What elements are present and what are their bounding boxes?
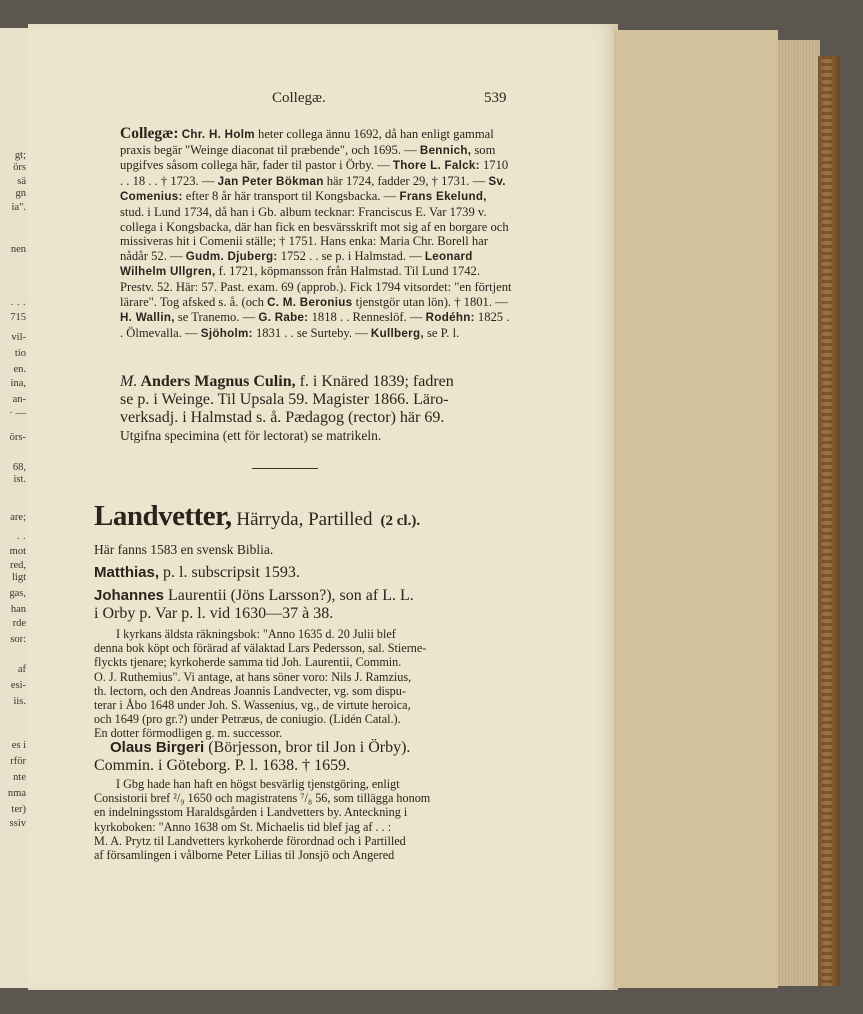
- margin-fragment: en.: [13, 364, 26, 375]
- section-divider: [252, 468, 318, 469]
- note-line: I Gbg hade han haft en högst besvärlig tjenstgöring, enligt: [116, 777, 400, 791]
- margin-fragment: iis.: [13, 696, 26, 707]
- note-line: O. J. Ruthemius". Vi antage, at hans söner voro: Nils J. Ramzius,: [94, 669, 412, 684]
- person-name: Jan Peter Bökman: [217, 174, 324, 188]
- margin-fragment: ist.: [13, 474, 26, 485]
- person-name: Chr. H. Holm: [181, 128, 255, 141]
- collegae-text: efter 8 år här transport til Kongsbacka. —: [182, 189, 400, 204]
- person-name: Frans Ekelund,: [399, 190, 487, 204]
- note-line: af församlingen i vålborne Peter Lilias til Jonsjö och Angered: [94, 848, 395, 862]
- culin-line-1: M. Anders Magnus Culin, f. i Knäred 1839; fadren: [120, 373, 454, 390]
- page-number: 539: [484, 90, 507, 106]
- person-name: G. Rabe:: [258, 311, 309, 325]
- margin-fragment: ligt: [11, 572, 26, 583]
- margin-fragment: gn: [15, 188, 26, 199]
- margin-fragment: 715: [10, 312, 26, 323]
- collegae-text: tjenstgör utan lön). † 1801. —: [352, 294, 508, 309]
- page-text: [28, 0, 618, 966]
- culin-line-2: se p. i Weinge. Til Upsala 59. Magister 1866. Läro-: [120, 391, 449, 408]
- margin-fragment: ina,: [10, 378, 26, 389]
- margin-fragment: nte: [13, 772, 26, 783]
- margin-fragment: es i: [11, 740, 26, 751]
- collegae-text: 1831 . . se Surteby. —: [252, 325, 371, 340]
- margin-fragment: sä: [17, 176, 26, 187]
- margin-fragment: tio: [14, 348, 26, 359]
- note-line: th. lectorn, och den Andreas Joannis Landvecter, vg. som dispu-: [94, 683, 406, 698]
- margin-fragment: ter): [11, 804, 26, 815]
- margin-fragment: ssiv: [9, 818, 26, 829]
- collegae-paragraph: [120, 127, 512, 341]
- collegae-heading: Collegæ:: [120, 125, 179, 142]
- collegae-body: [120, 127, 512, 340]
- margin-fragment: 68,: [12, 462, 26, 473]
- landvetter-heading: Landvetter, Härryda, Partilled (2 cl.).: [94, 500, 421, 532]
- margin-fragment: · —: [9, 408, 26, 419]
- note-line: kyrkoboken: "Anno 1638 om St. Michaelis tid blef jag af . . :: [94, 819, 392, 834]
- margin-fragment: gt;: [14, 150, 26, 161]
- margin-fragment: · ·: [16, 534, 26, 545]
- collegae-text: se P. l.: [423, 325, 460, 340]
- margin-fragment: nen: [10, 244, 26, 255]
- margin-fragment: rde: [12, 618, 26, 629]
- person-name: Bennich,: [419, 143, 472, 157]
- person-name: Leonard Wilhelm Ullgren,: [120, 249, 473, 279]
- collegae-text: här 1724, fadder 29, † 1731. —: [323, 173, 489, 188]
- collegae-text: 1752 . . se p. i Halmstad. —: [277, 248, 425, 263]
- margin-fragment: örs: [13, 162, 26, 173]
- margin-fragment: · · ·: [10, 300, 26, 311]
- collegae-text: 1692, då han enligt gammal praxis begär "Weinge diaconat til præbende", och 1695. —: [120, 127, 494, 157]
- collegae-text: stud. i Lund 1734, då han i Gb. album tecknar: Franciscus E. Var 1739 v. collega i Kongsbacka, där han fick en besvärsskrift mot sig af en borgare och missiveras hit i Comenii ställe; † 1751. Hans enka: Maria Chr. Borell har nådår 52. —: [120, 204, 509, 263]
- margin-fragment: örs-: [9, 432, 26, 443]
- page-edges-back: [778, 40, 820, 986]
- olaus-line-2: Commin. i Göteborg. P. l. 1638. † 1659.: [94, 757, 351, 774]
- collegae-text: som upgifves såsom collega här, fader til pastor i Örby. —: [120, 142, 496, 173]
- culin-name: Anders Magnus Culin,: [137, 373, 296, 390]
- margin-fragment: gas,: [9, 588, 26, 599]
- margin-fragment: vil-: [11, 332, 26, 343]
- margin-fragment: are;: [10, 512, 26, 523]
- note-line: M. A. Prytz til Landvetters kyrkoherde förordnad och i Partilled: [94, 833, 406, 848]
- margin-fragment: af: [17, 664, 26, 675]
- margin-fragment: han: [10, 604, 26, 615]
- note-line: Consistorii bref ²/₉ 1650 och magistratens ⁷/₈ 56, som tillägga honom: [94, 791, 431, 806]
- note-line: terar i Åbo 1648 under Joh. S. Wassenius, vg., de virtute heroica,: [94, 698, 411, 712]
- left-page-edge: [0, 28, 29, 988]
- person-name: Rodéhn:: [425, 311, 475, 325]
- person-name: Sv. Comenius:: [120, 174, 506, 204]
- person-name: Kullberg,: [370, 326, 424, 340]
- margin-fragment: mot: [9, 546, 26, 557]
- book-cover: [818, 56, 840, 986]
- note-line: flyckts tjenare; kyrkoherde samma tid Joh. Laurentii, Commin.: [94, 655, 402, 670]
- collegae-text: heter collega ännu: [254, 127, 354, 141]
- person-name: H. Wallin,: [120, 311, 175, 325]
- person-name: Gudm. Djuberg:: [185, 249, 278, 263]
- running-header: Collegæ.: [272, 90, 326, 106]
- margin-fragment: an-: [12, 394, 26, 405]
- person-name: Thore L. Falck:: [392, 159, 480, 173]
- collegae-text: se Tranemo. —: [174, 310, 259, 325]
- person-name: Sjöholm:: [200, 326, 253, 340]
- page-edges: [614, 30, 778, 988]
- collegae-text: 1710 . . 18 . . † 1723. —: [120, 158, 509, 188]
- margin-fragment: esi-: [10, 680, 26, 691]
- matthias-entry: Matthias, p. l. subscripsit 1593.: [94, 564, 300, 581]
- note-line: och 1649 (pro gr.?) under Petræus, de coniugio. (Lidén Catal.).: [94, 712, 401, 727]
- note-line: En dotter förmodligen g. m. successor.: [94, 726, 283, 741]
- olaus-line-1: Olaus Birgeri (Börjesson, bror til Jon i Örby).: [110, 739, 411, 756]
- person-name: C. M. Beronius: [267, 295, 353, 309]
- note-line: I kyrkans äldsta räkningsbok: "Anno 1635 d. 20 Julii blef: [116, 627, 396, 641]
- note-line: denna bok köpt och förärad af välaktad Lars Pedersson, sal. Stierne-: [94, 641, 427, 656]
- note-line: en indelningsstom Haraldsgården i Landvetters by. Anteckning i: [94, 805, 408, 820]
- margin-fragment: rför: [10, 756, 26, 767]
- collegae-text: 1818 . . Renneslöf. —: [308, 310, 426, 325]
- bible-note: Här fanns 1583 en svensk Biblia.: [94, 542, 274, 557]
- collegae-text: 1825 . . Ölmevalla. —: [120, 310, 510, 340]
- culin-line-3: verksadj. i Halmstad s. å. Pædagog (rector) här 69.: [120, 409, 445, 426]
- johannes-line-1: Johannes Laurentii (Jöns Larsson?), son af L. L.: [94, 587, 414, 604]
- culin-note: Utgifna specimina (ett för lectorat) se matrikeln.: [120, 428, 382, 443]
- margin-fragment: nma: [7, 788, 26, 799]
- margin-fragment: ia".: [11, 202, 26, 213]
- margin-fragment: sor:: [10, 634, 26, 645]
- collegae-text: f. 1721, köpmansson från Halmstad. Til Lund 1742. Prestv. 52. Här: 57. Past. exam. 69 (approb.). Fick 1794 vitsordet: "en förtjent lärare". Tog afsked s. å. (och: [120, 264, 512, 309]
- margin-fragment: red,: [9, 560, 26, 571]
- johannes-line-2: i Orby p. Var p. l. vid 1630—37 à 38.: [94, 605, 334, 622]
